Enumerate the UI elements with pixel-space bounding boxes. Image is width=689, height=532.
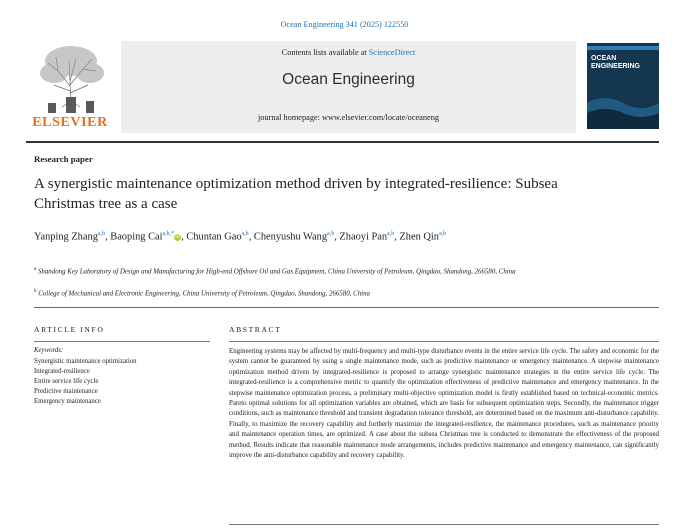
keywords-label: Keywords:: [34, 347, 64, 354]
affiliation-text: Shandong Key Laboratory of Design and Manufacturing for High-end Offshore Oil and Gas Equipment, China University of Petroleum, Qingdao, Shandong, 266580, China: [37, 268, 516, 276]
journal-homepage-link[interactable]: www.elsevier.com/locate/oceaneng: [322, 113, 439, 122]
keyword-item[interactable]: Integrated-resilience: [34, 368, 90, 375]
article-info-rule: [34, 341, 210, 342]
header-band: [121, 41, 576, 133]
keyword-item[interactable]: Synergistic maintenance optimization: [34, 358, 137, 365]
journal-title: Ocean Engineering: [282, 71, 415, 88]
author-affiliation-mark[interactable]: a,b: [387, 231, 395, 237]
paper-title: A synergistic maintenance optimization method driven by integrated-resilience: Subsea Christmas tree as a case: [34, 176, 558, 212]
keywords-list: [34, 357, 214, 407]
contents-prefix: Contents lists available at: [281, 48, 369, 57]
cover-title: [591, 55, 655, 70]
sciencedirect-link[interactable]: ScienceDirect: [368, 48, 416, 57]
author-name[interactable]: Chenyushu Wang: [253, 231, 328, 243]
journal-cover-thumbnail[interactable]: [587, 43, 659, 129]
author-name[interactable]: Zhen Qin: [399, 231, 439, 243]
author-affiliation-mark[interactable]: a,b,*: [162, 231, 175, 237]
elsevier-wordmark: ELSEVIER: [32, 115, 108, 130]
author-name[interactable]: Chuntan Gao: [186, 231, 242, 243]
cover-accent-strip: [587, 46, 659, 50]
contents-line: [121, 48, 576, 57]
cover-title-line-2: ENGINEERING: [591, 62, 641, 70]
journal-citation: [0, 20, 689, 29]
affiliation-a: [34, 265, 654, 277]
cover-title-line-1: OCEAN: [591, 55, 617, 62]
keyword-item[interactable]: Predictive maintenance: [34, 388, 98, 395]
elsevier-tree-icon: [36, 41, 106, 113]
author-list: Yanping Zhang$^{a,b}$, Baoping Cai$^{a,b,*}$iD, Chuntan Gao$^{a,b}$, Chenyushu Wang$^{a,b}$, Zhaoyi Pan$^{a,b}$, Zhen Qin$^{a,b}$: [34, 231, 447, 243]
elsevier-logo[interactable]: [26, 41, 114, 133]
affiliation-mark: a: [34, 267, 37, 272]
author-affiliation-mark[interactable]: a,b: [97, 231, 106, 237]
header-divider: [26, 141, 659, 143]
section-divider: [34, 307, 659, 308]
homepage-prefix: journal homepage:: [257, 113, 323, 122]
cover-wave-image: [587, 89, 659, 129]
abstract-rule: [229, 341, 659, 342]
affiliation-b: [34, 287, 654, 299]
author-name[interactable]: Yanping Zhang: [34, 231, 98, 243]
journal-header: [26, 41, 659, 134]
article-type: Research paper: [34, 154, 93, 164]
author-affiliation-mark[interactable]: a,b: [241, 231, 249, 237]
abstract-body: Engineering systems may be affected by multi-frequency and multi-type disturbance events in the entire service life cycle. The safety and economic for the system cannot be guaranteed by using a single maintenance mode, such as predictive maintenance or emergency maintenance. A stepwise maintenance optimization method driven by integrated-resilience is proposed to arrange synergistic maintenance strategies in the entire service life cycle. The integrated-resilience is a comprehensive metric to quantify the optimization effectiveness of predictive maintenance and emergency maintenance. In the stepwise maintenance optimization process, a preliminary multi-objective optimization model is firstly established based on technical-economic metrics. Pareto optimal solutions for all optimization variables are obtained, which are basis for subsequent optimization steps. Secondly, the maintenance trigger conditions, such as maintenance threshold and transient degradation tolerance threshold, are determined based on the maximum anti-disturbance capability. Finally, to maximize the recovery capability and furtherly maximize the integrated-resilience, the maintenance procedures, such as maintenance priority and maintenance operation times, are optimized. A case about the subsea Christmas tree is conducted to demonstrate the effectiveness of the proposed method. Results indicate that reasonable maintenance mode arrangements, includes predictive maintenance and emergency maintenance, can significantly improve the anti-disturbance capability and recovery capability.: [229, 348, 659, 460]
keyword-item[interactable]: Entire service life cycle: [34, 378, 99, 385]
author-name[interactable]: Baoping Cai: [110, 231, 163, 243]
affiliation-mark: b: [34, 289, 37, 294]
keyword-item[interactable]: Emergency maintenance: [34, 398, 101, 405]
article-info-heading: ARTICLE INFO: [34, 325, 105, 334]
author-name[interactable]: Zhaoyi Pan: [339, 231, 388, 243]
citation-link[interactable]: Ocean Engineering 341 (2025) 122550: [280, 20, 409, 29]
affiliation-text: College of Mechanical and Electronic Engineering, China University of Petroleum, Qingdao, Shandong, 266580, China: [38, 290, 370, 298]
homepage-line: [121, 113, 576, 122]
author-affiliation-mark[interactable]: a,b: [327, 231, 335, 237]
abstract-bottom-rule: [229, 524, 659, 525]
orcid-icon[interactable]: iD: [175, 234, 181, 241]
author-affiliation-mark[interactable]: a,b: [438, 231, 447, 237]
abstract-heading: ABSTRACT: [229, 325, 282, 334]
